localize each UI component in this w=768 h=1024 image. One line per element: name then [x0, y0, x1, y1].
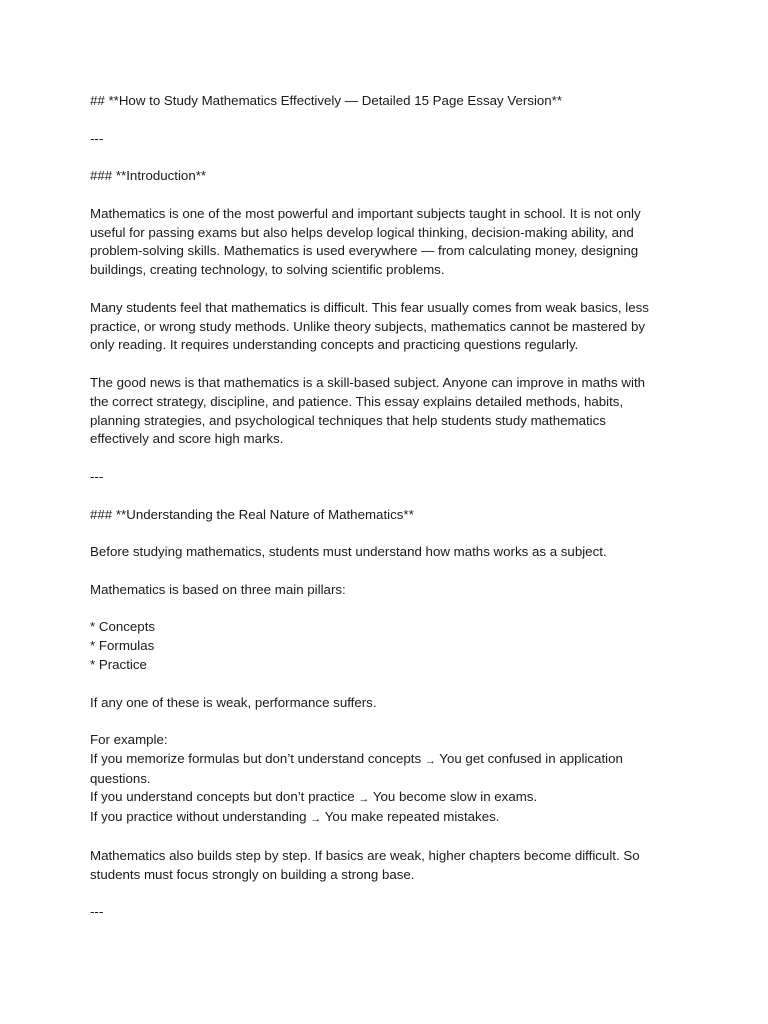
essay-title: ## **How to Study Mathematics Effectively — Detailed 15 Page Essay Version**	[90, 93, 563, 108]
example-block	[90, 731, 690, 828]
right-arrow-icon: →	[310, 813, 322, 826]
text-line: only reading. It requires understanding concepts and practicing questions regularly.	[90, 337, 579, 353]
text-line: students must focus strongly on building a strong base.	[90, 866, 415, 882]
example-3-result: You make repeated mistakes.	[324, 809, 500, 825]
example-1-condition: If you memorize formulas but don’t understand concepts	[90, 750, 422, 766]
nature-heading: ### **Understanding the Real Nature of Mathematics**	[90, 506, 414, 522]
right-arrow-icon: →	[424, 754, 436, 767]
intro-paragraph-3	[90, 374, 690, 449]
text-line: buildings, creating technology, to solving scientific problems.	[90, 262, 445, 278]
list-item: * Formulas	[90, 638, 155, 654]
text-line: effectively and score high marks.	[90, 431, 284, 447]
text-line: the correct strategy, discipline, and patience. This essay explains detailed methods, habits,	[90, 393, 624, 409]
text-line: problem-solving skills. Mathematics is used everywhere — from calculating money, designing	[90, 243, 639, 259]
example-1	[90, 750, 690, 770]
example-3	[90, 808, 690, 828]
list-item: * Practice	[90, 656, 147, 672]
example-2	[90, 788, 690, 808]
text-line: Mathematics also builds step by step. If basics are weak, higher chapters become difficult. So	[90, 847, 640, 863]
pillars-list	[90, 618, 690, 674]
right-arrow-icon: →	[358, 793, 370, 806]
nature-paragraph-2: Mathematics is based on three main pillars:	[90, 581, 346, 597]
horizontal-rule-1: ---	[90, 130, 104, 146]
introduction-heading: ### **Introduction**	[90, 168, 207, 184]
intro-paragraph-2	[90, 299, 690, 355]
text-line: Many students feel that mathematics is difficult. This fear usually comes from weak basics, less	[90, 299, 649, 315]
text-line: Mathematics is one of the most powerful and important subjects taught in school. It is not only	[90, 205, 641, 221]
horizontal-rule-3: ---	[90, 904, 104, 920]
nature-paragraph-1: Before studying mathematics, students must understand how maths works as a subject.	[90, 544, 607, 560]
text-line: The good news is that mathematics is a skill-based subject. Anyone can improve in maths with	[90, 374, 646, 390]
horizontal-rule-2: ---	[90, 468, 104, 484]
text-line: practice, or wrong study methods. Unlike theory subjects, mathematics cannot be mastered by	[90, 318, 646, 334]
example-1-result: You get confused in application	[439, 750, 623, 766]
intro-paragraph-1	[90, 205, 690, 280]
example-2-result: You become slow in exams.	[372, 789, 538, 805]
example-2-condition: If you understand concepts but don’t practice	[90, 789, 355, 805]
text-line: planning strategies, and psychological techniques that help students study mathematics	[90, 412, 606, 428]
closing-paragraph	[90, 847, 690, 885]
document-page	[90, 92, 690, 941]
example-3-condition: If you practice without understanding	[90, 809, 307, 825]
example-1-continuation: questions.	[90, 770, 151, 786]
example-intro: For example:	[90, 732, 168, 748]
list-item: * Concepts	[90, 619, 156, 635]
text-line: useful for passing exams but also helps develop logical thinking, decision-making ability, and	[90, 224, 634, 240]
nature-paragraph-3: If any one of these is weak, performance suffers.	[90, 694, 377, 710]
